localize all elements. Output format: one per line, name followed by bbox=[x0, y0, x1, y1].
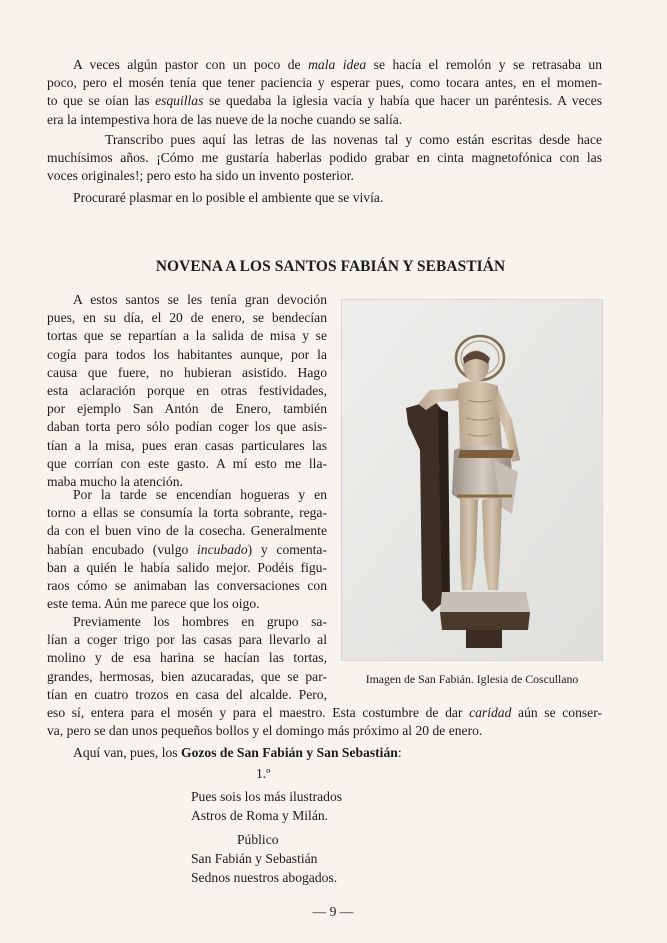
text-line: raos cómo se animaban las conversaciones con bbox=[47, 578, 327, 594]
column-paragraph-3 bbox=[47, 613, 327, 704]
intro-paragraph-1 bbox=[47, 56, 602, 129]
text-span: to que se oían las bbox=[47, 93, 156, 109]
text-span: habían encubado (vulgo bbox=[47, 541, 198, 557]
text-line: era la intempestiva hora de las nueve de la noche cuando se salía. bbox=[47, 111, 403, 127]
text-line: A estos santos se les tenía gran devoción bbox=[73, 292, 327, 307]
verse-number: 1.º bbox=[256, 766, 271, 781]
page-number: — 9 — bbox=[312, 904, 354, 919]
text-line: torno a ellas se consumía la torta sobrante, rega- bbox=[47, 505, 327, 521]
text-line: da con el buen vino de la cosecha. Generalmente bbox=[47, 523, 327, 539]
text-line: por ejemplo San Antón de Enero, también bbox=[47, 401, 327, 417]
text-line: lían a coger trigo por las casas para llevarlo al bbox=[47, 632, 327, 648]
text-line: causa que fuere, no hubieran asistido. Hago bbox=[47, 364, 327, 380]
column-paragraph-1 bbox=[47, 291, 327, 491]
text-line: pues, en su día, el 20 de enero, se bendecían bbox=[47, 310, 327, 326]
text-line: tían a la misa, pues eran casas particulares las bbox=[47, 437, 327, 453]
saint-statue-photo bbox=[341, 299, 603, 661]
text-line bbox=[47, 541, 327, 559]
text-line: este tema. Aún me parece que los oigo. bbox=[47, 596, 260, 612]
text-line: voces originales!; pero esto ha sido un invento posterior. bbox=[47, 168, 354, 184]
text-line bbox=[47, 744, 602, 762]
italic-term: incubado bbox=[197, 541, 248, 557]
verse-line: San Fabián y Sebastián bbox=[191, 851, 318, 866]
italic-term: mala idea bbox=[308, 57, 367, 72]
text-line: esta aclaración porque en otras festividades, bbox=[47, 383, 327, 399]
text-line: grandes, hermosas, bien azucaradas, que se par- bbox=[47, 668, 327, 684]
text-span: se hacía el remolón y se retrasaba un bbox=[366, 57, 602, 72]
text-span: se quedaba la iglesia vacía y había que hacer un paréntesis. A veces bbox=[203, 93, 602, 109]
verse-line: Astros de Roma y Milán. bbox=[191, 808, 329, 823]
statue-image bbox=[342, 300, 602, 660]
text-line: ban a quién le había salido mejor. Podéis figu- bbox=[47, 559, 327, 575]
text-line: tían en cuatro trozos en casa del alcalde. Pero, bbox=[47, 686, 327, 702]
text-line: que corrían con este gasto. A mí esto me lla- bbox=[47, 455, 327, 471]
text-line: poco, pero el mosén tenía que tener paciencia y esperar pues, como tocara antes, en el momen- bbox=[47, 75, 602, 91]
text-line: Por la tarde se encendían hogueras y en bbox=[73, 487, 327, 502]
text-span: ) y comenta- bbox=[247, 541, 327, 557]
text-line bbox=[47, 56, 602, 74]
verse-heading: Público bbox=[237, 832, 279, 847]
text-line: Procuraré plasmar en lo posible el ambiente que se vivía. bbox=[73, 190, 384, 205]
text-span: Aquí van, pues, los bbox=[73, 745, 181, 761]
column-paragraph-2 bbox=[47, 486, 327, 613]
intro-paragraph-2 bbox=[47, 131, 602, 186]
text-span: aún se conser- bbox=[511, 705, 602, 720]
text-line: va, pero se dan unos pequeños bollos y el domingo más próximo al 20 de enero. bbox=[47, 723, 483, 739]
text-line: tortas que se repartían a la salida de misa y se bbox=[47, 328, 327, 344]
text-line: Transcribo pues aquí las letras de las novenas tal y como están escritas desde hace bbox=[105, 132, 602, 147]
text-line: Previamente los hombres en grupo sa- bbox=[73, 614, 327, 629]
text-line: daban torta pero sólo podían coger los que asis- bbox=[47, 419, 327, 435]
verse-line: Sednos nuestros abogados. bbox=[191, 870, 338, 885]
text-line: cogía para todos los habitantes aunque, por la bbox=[47, 346, 327, 362]
text-span: eso sí, entera para el mosén y para el maestro. Esta costumbre de dar bbox=[47, 705, 470, 720]
section-title: NOVENA A LOS SANTOS FABIÁN Y SEBASTIÁN bbox=[155, 258, 506, 275]
photo-caption: Imagen de San Fabián. Iglesia de Coscullano bbox=[365, 672, 579, 686]
text-line: muchísimos años. ¡Cómo me gustaría haberlas podido grabar en cinta magnetofónica con las bbox=[47, 150, 602, 166]
text-line bbox=[47, 704, 602, 722]
text-span: : bbox=[397, 745, 402, 761]
continuation-paragraph bbox=[47, 704, 602, 763]
text-line: maba mucho la atención. bbox=[47, 474, 183, 490]
italic-term: esquillas bbox=[155, 93, 204, 109]
verse-line: Pues sois los más ilustrados bbox=[191, 789, 343, 804]
bold-title: Gozos de San Fabián y San Sebastián bbox=[181, 745, 398, 761]
text-line bbox=[47, 92, 602, 110]
intro-paragraph-3 bbox=[47, 189, 602, 207]
text-line: molino y de esa harina se hacían las tortas, bbox=[47, 650, 327, 666]
text-span: A veces algún pastor con un poco de bbox=[73, 57, 309, 72]
italic-term: caridad bbox=[469, 705, 512, 720]
